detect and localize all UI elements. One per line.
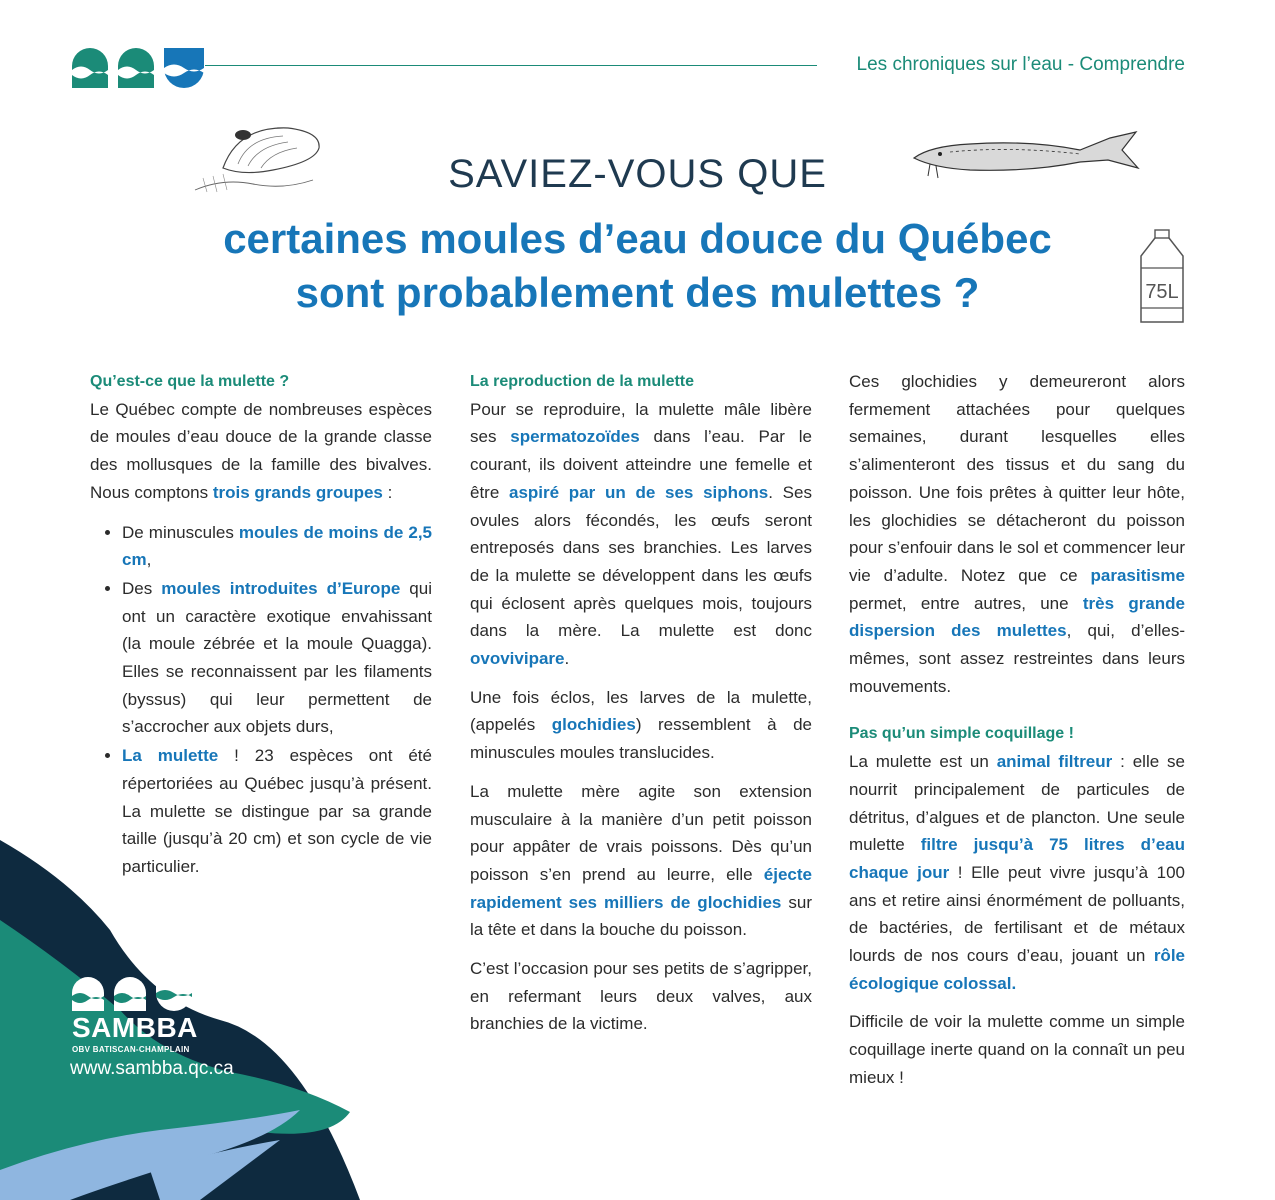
- paragraph: [849, 748, 1185, 997]
- footer-subtitle: OBV BATISCAN-CHAMPLAIN: [72, 1045, 190, 1054]
- header-divider: [205, 65, 817, 66]
- text-run: qui ont un caractère exotique envahissant (la moule zébrée et la moule Quagga). Elles se reconnaissent par les filaments (byssus) qui leur permettent de s’accrocher aux objets durs,: [122, 578, 432, 737]
- highlight-text: parasitisme: [1090, 565, 1185, 585]
- jug-label: 75L: [1145, 281, 1179, 303]
- highlight-text: moules de moins de 2,5 cm: [122, 522, 433, 570]
- text-run: .: [564, 649, 570, 669]
- footer-brand: SAMBBA: [72, 1012, 198, 1043]
- highlight-text: ovovivipare: [470, 649, 565, 669]
- page-title: [100, 212, 1175, 320]
- text-run: ) ressemblent à de minuscules moules translucides.: [470, 715, 812, 763]
- highlight-text: filtre jusqu’à 75 litres d’eau chaque jour: [849, 835, 1185, 882]
- landscape-decoration: [0, 840, 420, 1200]
- highlight-text: spermatozoïdes: [510, 427, 640, 447]
- column-2: [470, 368, 812, 1049]
- text-run: :: [382, 482, 393, 502]
- text-run: Des: [122, 578, 162, 598]
- text-run: Pour se reproduire, la mulette mâle libère ses: [470, 399, 812, 447]
- column-3: [849, 368, 1185, 1103]
- highlight-text: animal filtreur: [996, 752, 1113, 772]
- text-run: permet, entre autres, une: [849, 593, 1083, 613]
- text-run: Ces glochidies y demeureront alors fermement attachées pour quelques semaines, durant lesquelles elles s’alimenteront des tissus et du sang du poisson. Une fois prêtes à quitter leur hôte, les glochidies se détacheront du poisson pour s’enfouir dans le sol et commencer leur vie d’adulte. Notez que ce: [849, 372, 1185, 585]
- group-list: [90, 519, 432, 881]
- text-run: sur la tête et dans la bouche du poisson.: [470, 892, 812, 940]
- footer-logo-icon: [70, 973, 195, 1013]
- paragraph: [470, 778, 812, 944]
- paragraph: [470, 684, 812, 767]
- text-run: , qui, d’elles-mêmes, sont assez restreintes dans leurs mouvements.: [849, 621, 1185, 696]
- highlight-text: rôle écologique colossal.: [849, 946, 1185, 993]
- text-run: : elle se nourrit principalement de particules de détritus, d’algues et de plancton. Une seule mulette: [849, 752, 1185, 855]
- section-heading: Qu’est-ce que la mulette ?: [90, 373, 290, 390]
- sambba-logo-icon: [70, 44, 205, 90]
- text-run: ,: [146, 550, 152, 570]
- column-1: [90, 368, 432, 882]
- text-run: La mulette mère agite son extension musculaire à la manière d’un petit poisson pour appâter de vrais poissons. Dès qu’un poisson s’en prend au leurre, elle: [470, 781, 812, 884]
- text-run: dans l’eau. Par le courant, ils doivent atteindre une femelle et être: [470, 427, 812, 502]
- text-run: De minuscules: [122, 522, 239, 542]
- highlight-text: La mulette: [122, 746, 219, 766]
- paragraph: [849, 368, 1185, 700]
- kicker-heading: SAVIEZ-VOUS QUE: [448, 152, 827, 196]
- text-run: Le Québec compte de nombreuses espèces de moules d’eau douce de la grande classe des mollusques de la famille des bivalves. Nous comptons: [90, 399, 432, 502]
- section-heading: Pas qu’un simple coquillage !: [849, 725, 1074, 743]
- series-label: Les chroniques sur l’eau - Comprendre: [856, 54, 1185, 75]
- text-run: ! 23 espèces ont été répertoriées au Québec jusqu’à présent. La mulette se distingue par sa grande taille (jusqu’à 20 cm) et son cycle de vie particulier.: [122, 746, 432, 876]
- list-item: [122, 575, 432, 741]
- title-line-1: certaines moules d’eau douce du Québec: [223, 215, 1052, 262]
- highlight-text: glochidies: [551, 715, 636, 735]
- paragraph: Difficile de voir la mulette comme un simple coquillage inerte quand on la connaît un peu mieux !: [849, 1012, 1185, 1087]
- section-heading: La reproduction de la mulette: [470, 373, 695, 390]
- text-run: Une fois éclos, les larves de la mulette, (appelés: [470, 687, 812, 735]
- highlight-text: très grande dispersion des mulettes: [849, 593, 1186, 641]
- footer-url-link[interactable]: www.sambba.qc.ca: [70, 1058, 234, 1079]
- highlight-text: aspiré par un de ses siphons: [509, 482, 769, 502]
- paragraph: C’est l’occasion pour ses petits de s’agripper, en refermant leurs deux valves, aux branchies de la victime.: [470, 959, 812, 1034]
- highlight-text: moules introduites d’Europe: [161, 578, 401, 598]
- highlight-text: trois grands groupes: [212, 482, 383, 502]
- highlight-text: éjecte rapidement ses milliers de glochidies: [470, 864, 812, 912]
- title-line-2: sont probablement des mulettes ?: [295, 269, 980, 316]
- paragraph: [470, 396, 812, 673]
- text-run: ! Elle peut vivre jusqu’à 100 ans et retire ainsi énormément de polluants, de bactéries, de fertilisant et de métaux lourds de nos cours d’eau, jouant un: [849, 862, 1185, 966]
- text-run: . Ses ovules alors fécondés, les œufs seront entreposés dans ses branchies. Les larves de la mulette se développent dans les œufs qui éclosent après quelques mois, toujours dans la mère. La mulette est donc: [470, 482, 812, 641]
- list-item: [122, 519, 432, 574]
- text-run: La mulette est un: [849, 752, 997, 772]
- paragraph: [90, 396, 432, 507]
